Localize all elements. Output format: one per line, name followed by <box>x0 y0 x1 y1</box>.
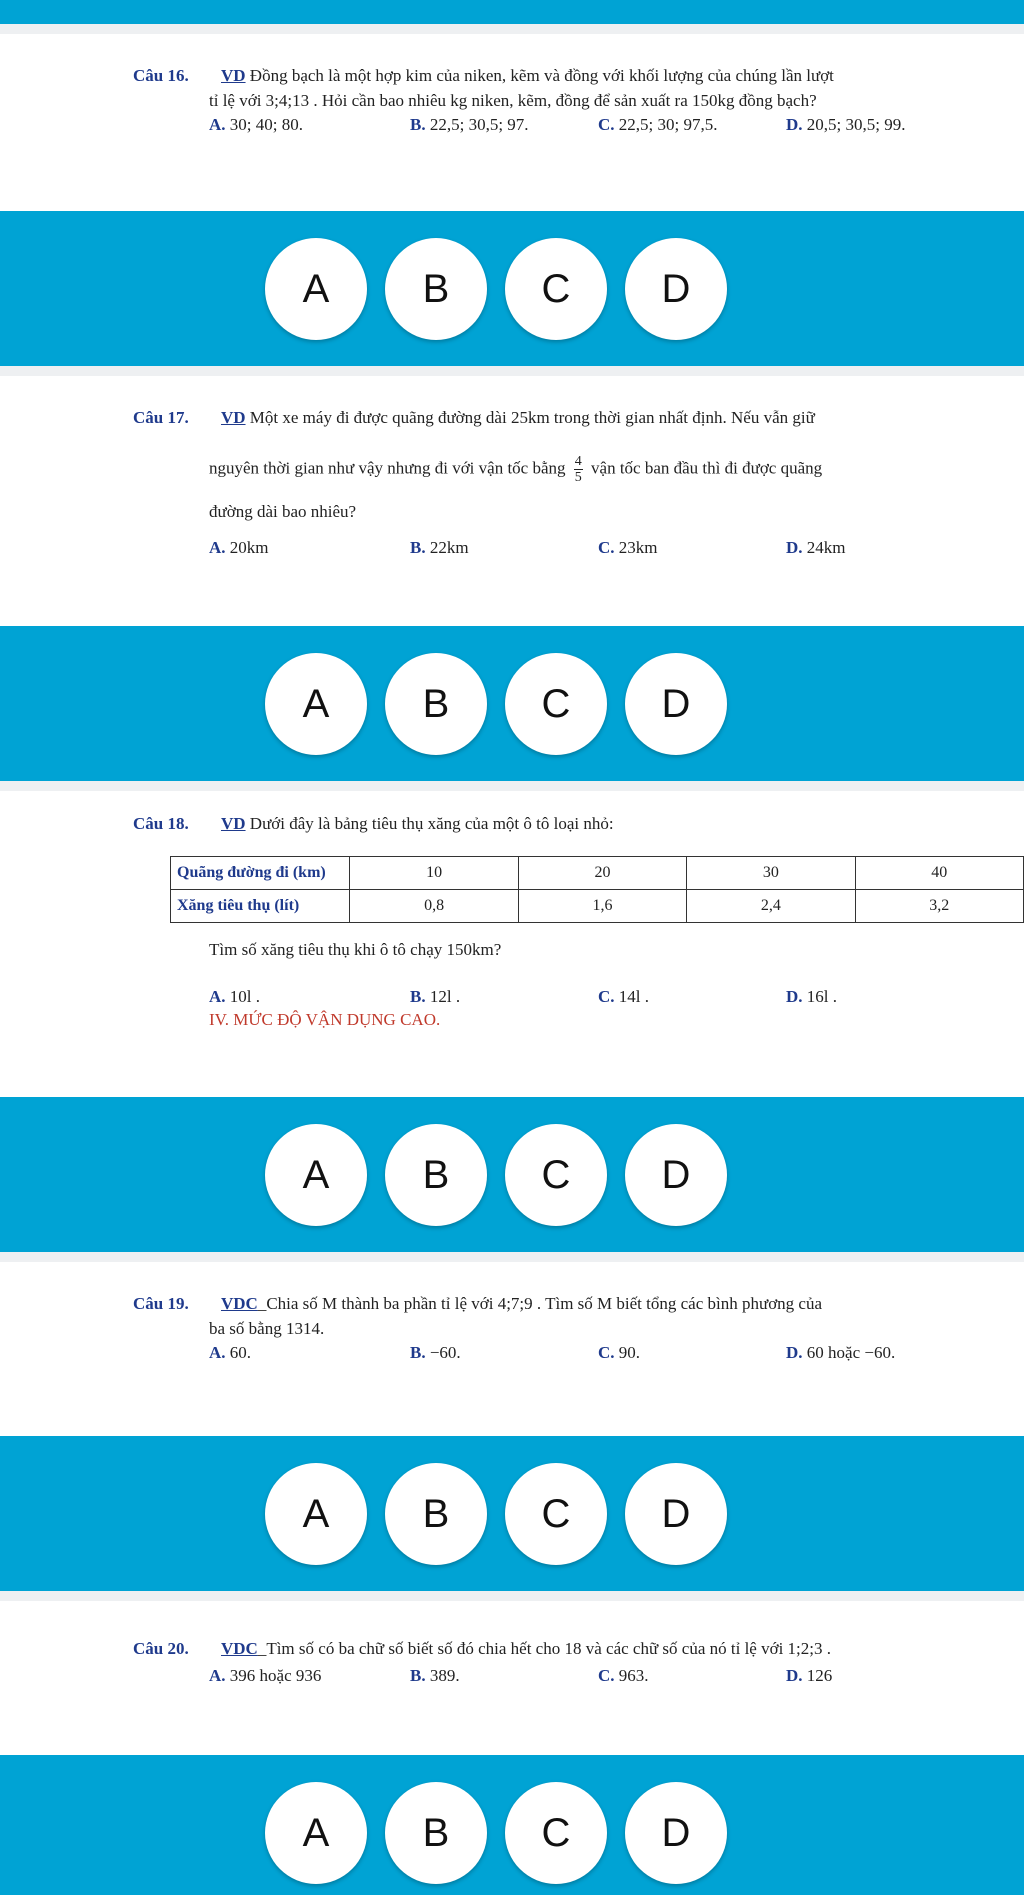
question-16-line2: tỉ lệ với 3;4;13 . Hỏi cần bao nhiêu kg niken, kẽm, đồng để sản xuất ra 150kg đồng bạch? <box>209 91 817 110</box>
level-tag: VD <box>220 408 246 427</box>
answer-choice-bar-18 <box>0 1097 1024 1252</box>
question-18-card <box>0 791 1024 1091</box>
option-d: D. 20,5; 30,5; 99. <box>786 115 906 134</box>
question-number: Câu 20. <box>133 1639 189 1658</box>
choice-a-button[interactable]: A <box>265 1463 367 1565</box>
choice-c-button[interactable]: C <box>505 1782 607 1884</box>
choice-d-button[interactable]: D <box>625 1782 727 1884</box>
option-c: C. 90. <box>598 1343 641 1362</box>
question-19-line2: ba số bằng 1314. <box>209 1319 325 1338</box>
table-row-header: Quãng đường đi (km) <box>171 857 350 890</box>
choice-c-button[interactable]: C <box>505 238 607 340</box>
choice-b-button[interactable]: B <box>385 1124 487 1226</box>
question-17-card <box>0 376 1024 620</box>
choice-b-button[interactable]: B <box>385 238 487 340</box>
choice-c-button[interactable]: C <box>505 1124 607 1226</box>
option-a: A. 20km <box>209 538 269 557</box>
choice-d-button[interactable]: D <box>625 238 727 340</box>
question-16-card <box>0 34 1024 206</box>
question-19-line1 <box>133 1293 822 1315</box>
table-cell: 20 <box>518 857 686 890</box>
option-c: C. 23km <box>598 538 658 557</box>
question-text: _Chia số M thành ba phần tỉ lệ với 4;7;9 . Tìm số M biết tổng các bình phương của <box>257 1294 823 1313</box>
answer-choice-bar-20 <box>0 1755 1024 1895</box>
choice-a-button[interactable]: A <box>265 653 367 755</box>
separator <box>0 24 1024 34</box>
question-text: Đồng bạch là một hợp kim của niken, kẽm và đồng với khối lượng của chúng lần lượt <box>245 66 834 85</box>
option-b: B. 12l . <box>410 987 461 1006</box>
option-d: D. 60 hoặc −60. <box>786 1343 896 1362</box>
question-number: Câu 16. <box>133 66 189 85</box>
choice-d-button[interactable]: D <box>625 1463 727 1565</box>
level-tag: VD <box>220 814 246 833</box>
table-cell: 30 <box>687 857 855 890</box>
option-b: B. 22,5; 30,5; 97. <box>410 115 529 134</box>
table-cell: 1,6 <box>518 890 686 923</box>
question-text: Dưới đây là bảng tiêu thụ xăng của một ô tô loại nhỏ: <box>245 814 614 833</box>
question-17-line2: nguyên thời gian như vậy nhưng đi với vận tốc bằng $\frac{4}{5}$ vận tốc ban đầu thì đi được quãng <box>209 454 823 485</box>
choice-d-button[interactable]: D <box>625 653 727 755</box>
choice-a-button[interactable]: A <box>265 1782 367 1884</box>
option-b: B. −60. <box>410 1343 461 1362</box>
option-b: B. 389. <box>410 1666 460 1685</box>
separator <box>0 1591 1024 1601</box>
choice-a-button[interactable]: A <box>265 238 367 340</box>
choice-c-button[interactable]: C <box>505 1463 607 1565</box>
choice-d-button[interactable]: D <box>625 1124 727 1226</box>
question-16-line1 <box>133 65 834 87</box>
separator <box>0 781 1024 791</box>
question-20-card <box>0 1601 1024 1751</box>
table-row <box>171 890 1024 923</box>
answer-choice-bar-16 <box>0 211 1024 366</box>
question-17-line1 <box>133 407 815 429</box>
question-number: Câu 19. <box>133 1294 189 1313</box>
table-cell: 0,8 <box>350 890 518 923</box>
option-d: D. 16l . <box>786 987 838 1006</box>
fraction: $\frac{4}{5}$ <box>574 454 582 485</box>
question-20-line1 <box>133 1638 831 1660</box>
separator <box>0 1252 1024 1262</box>
question-18-line1 <box>133 813 614 835</box>
option-a: A. 396 hoặc 936 <box>209 1666 322 1685</box>
option-c: C. 14l . <box>598 987 650 1006</box>
question-number: Câu 17. <box>133 408 189 427</box>
level-tag: VDC <box>220 1294 258 1313</box>
separator <box>0 366 1024 376</box>
table-cell: 2,4 <box>687 890 855 923</box>
option-d: D. 24km <box>786 538 846 557</box>
level-tag: VDC <box>220 1639 258 1658</box>
table-cell: 10 <box>350 857 518 890</box>
option-a: A. 10l . <box>209 987 261 1006</box>
table-cell: 40 <box>855 857 1023 890</box>
section-heading: IV. MỨC ĐỘ VẬN DỤNG CAO. <box>209 1010 441 1029</box>
question-text: Một xe máy đi được quãng đường dài 25km trong thời gian nhất định. Nếu vẫn giữ <box>245 408 815 427</box>
option-d: D. 126 <box>786 1666 833 1685</box>
question-18-line2: Tìm số xăng tiêu thụ khi ô tô chạy 150km? <box>209 940 502 959</box>
choice-b-button[interactable]: B <box>385 653 487 755</box>
option-c: C. 22,5; 30; 97,5. <box>598 115 718 134</box>
question-text: _Tìm số có ba chữ số biết số đó chia hết cho 18 và các chữ số của nó tỉ lệ với 1;2;3 . <box>257 1639 831 1658</box>
table-row-header: Xăng tiêu thụ (lít) <box>171 890 350 923</box>
option-b: B. 22km <box>410 538 469 557</box>
fuel-consumption-table <box>170 856 1024 923</box>
choice-b-button[interactable]: B <box>385 1463 487 1565</box>
question-17-line3: đường dài bao nhiêu? <box>209 502 357 521</box>
choice-b-button[interactable]: B <box>385 1782 487 1884</box>
question-19-card <box>0 1262 1024 1432</box>
choice-a-button[interactable]: A <box>265 1124 367 1226</box>
table-row <box>171 857 1024 890</box>
level-tag: VD <box>220 66 246 85</box>
answer-choice-bar-17 <box>0 626 1024 781</box>
option-c: C. 963. <box>598 1666 649 1685</box>
option-a: A. 60. <box>209 1343 252 1362</box>
question-number: Câu 18. <box>133 814 189 833</box>
answer-choice-bar-19 <box>0 1436 1024 1591</box>
option-a: A. 30; 40; 80. <box>209 115 303 134</box>
table-cell: 3,2 <box>855 890 1023 923</box>
choice-c-button[interactable]: C <box>505 653 607 755</box>
top-accent-bar <box>0 0 1024 24</box>
